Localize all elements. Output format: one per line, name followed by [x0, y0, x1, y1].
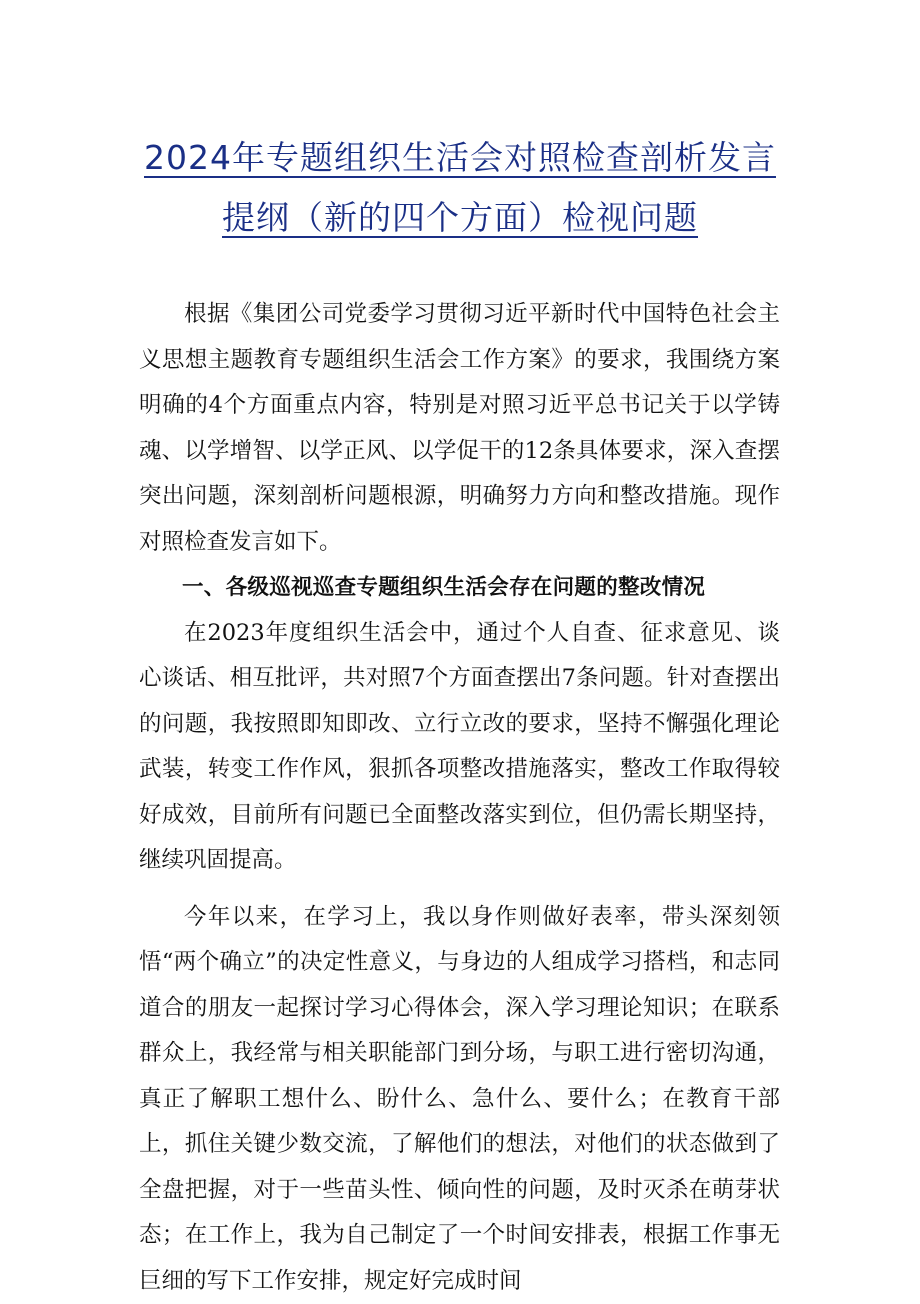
paragraph-intro: 根据《集团公司党委学习贯彻习近平新时代中国特色社会主义思想主题教育专题组织生活会工作方案》的要求，我围绕方案明确的4个方面重点内容，特别是对照习近平总书记关于以学铸魂、以学增智、以学正风、以学促干的12条具体要求，深入查摆突出问题，深刻剖析问题根源，明确努力方向和整改措施。现作对照检查发言如下。	[139, 292, 780, 565]
title-line-2: 提纲（新的四个方面）检视问题	[0, 188, 920, 248]
paragraph-rectification: 在2023年度组织生活会中，通过个人自查、征求意见、谈心谈话、相互批评，共对照7个方面查摆出7条问题。针对查摆出的问题，我按照即知即改、立行立改的要求，坚持不懈强化理论武装，转变工作作风，狠抓各项整改措施落实，整改工作取得较好成效，目前所有问题已全面整改落实到位，但仍需长期坚持，继续巩固提高。	[139, 611, 780, 884]
section-heading-1: 一、各级巡视巡查专题组织生活会存在问题的整改情况	[139, 565, 780, 611]
paragraph-gap	[139, 884, 780, 895]
title-line-1: 2024年专题组织生活会对照检查剖析发言	[0, 128, 920, 188]
document-title	[0, 128, 920, 248]
paragraph-this-year: 今年以来，在学习上，我以身作则做好表率，带头深刻领悟“两个确立”的决定性意义，与身边的人组成学习搭档，和志同道合的朋友一起探讨学习心得体会，深入学习理论知识；在联系群众上，我经常与相关职能部门到分场，与职工进行密切沟通，真正了解职工想什么、盼什么、急什么、要什么；在教育干部上，抓住关键少数交流，了解他们的想法，对他们的状态做到了全盘把握，对于一些苗头性、倾向性的问题，及时灭杀在萌芽状态；在工作上，我为自己制定了一个时间安排表，根据工作事无巨细的写下工作安排，规定好完成时间	[139, 895, 780, 1304]
document-body	[139, 292, 780, 1304]
